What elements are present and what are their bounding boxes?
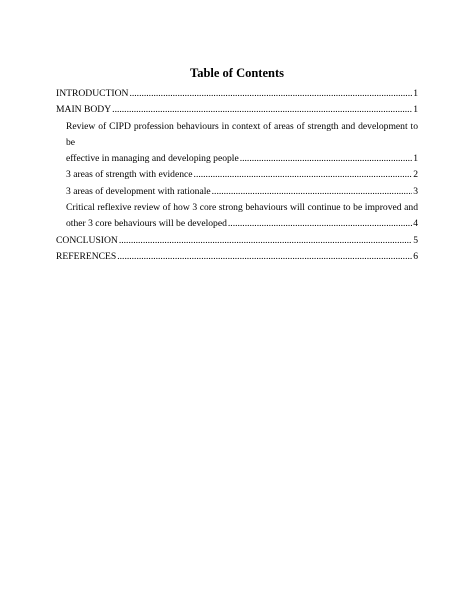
toc-entry-references[interactable] (56, 249, 418, 265)
toc-entry-label-line-2: other 3 core behaviours will be developed (66, 218, 227, 230)
toc-entry-label: MAIN BODY (56, 104, 112, 116)
toc-page-number: 3 (413, 185, 418, 197)
toc-entry-label-line-1: Critical reflexive review of how 3 core strong behaviours will continue to be improved and (66, 202, 418, 214)
toc-entry-critical-review[interactable] (56, 200, 418, 233)
toc-entry-review-cipd[interactable] (56, 119, 418, 168)
dot-leader (228, 216, 412, 232)
toc-entry-areas-of-development[interactable] (56, 184, 418, 200)
toc-entry-main-body[interactable] (56, 102, 418, 118)
toc-entry-label: INTRODUCTION (56, 88, 129, 99)
dot-leader (112, 102, 412, 118)
toc-page-number: 2 (413, 169, 418, 181)
toc-entry-areas-of-strength[interactable] (56, 167, 418, 183)
toc-entry-conclusion[interactable] (56, 233, 418, 249)
toc-page-number: 4 (413, 218, 418, 230)
toc-entry-introduction[interactable] (56, 86, 418, 102)
toc-entry-label: 3 areas of strength with evidence (66, 169, 193, 181)
toc-entry-label: 3 areas of development with rationale (66, 185, 211, 197)
toc-entry-label-line-1: Review of CIPD profession behaviours in context of areas of strength and development to be (66, 120, 418, 148)
dot-leader (194, 167, 413, 183)
dot-leader (117, 249, 412, 265)
toc-page-number: 1 (413, 104, 418, 116)
toc-entry-label: REFERENCES (56, 250, 117, 262)
toc-page-number: 1 (413, 153, 418, 165)
dot-leader (240, 151, 412, 167)
toc-page-number: 6 (413, 250, 418, 262)
table-of-contents (56, 86, 418, 265)
dot-leader (212, 184, 413, 200)
dot-leader (129, 86, 412, 102)
dot-leader (119, 233, 412, 249)
toc-page-number: 5 (413, 234, 418, 246)
toc-title: Table of Contents (190, 66, 284, 80)
toc-entry-label: CONCLUSION (56, 234, 118, 246)
toc-entry-label-line-2: effective in managing and developing people (66, 153, 239, 165)
toc-page-number: 1 (413, 88, 418, 99)
